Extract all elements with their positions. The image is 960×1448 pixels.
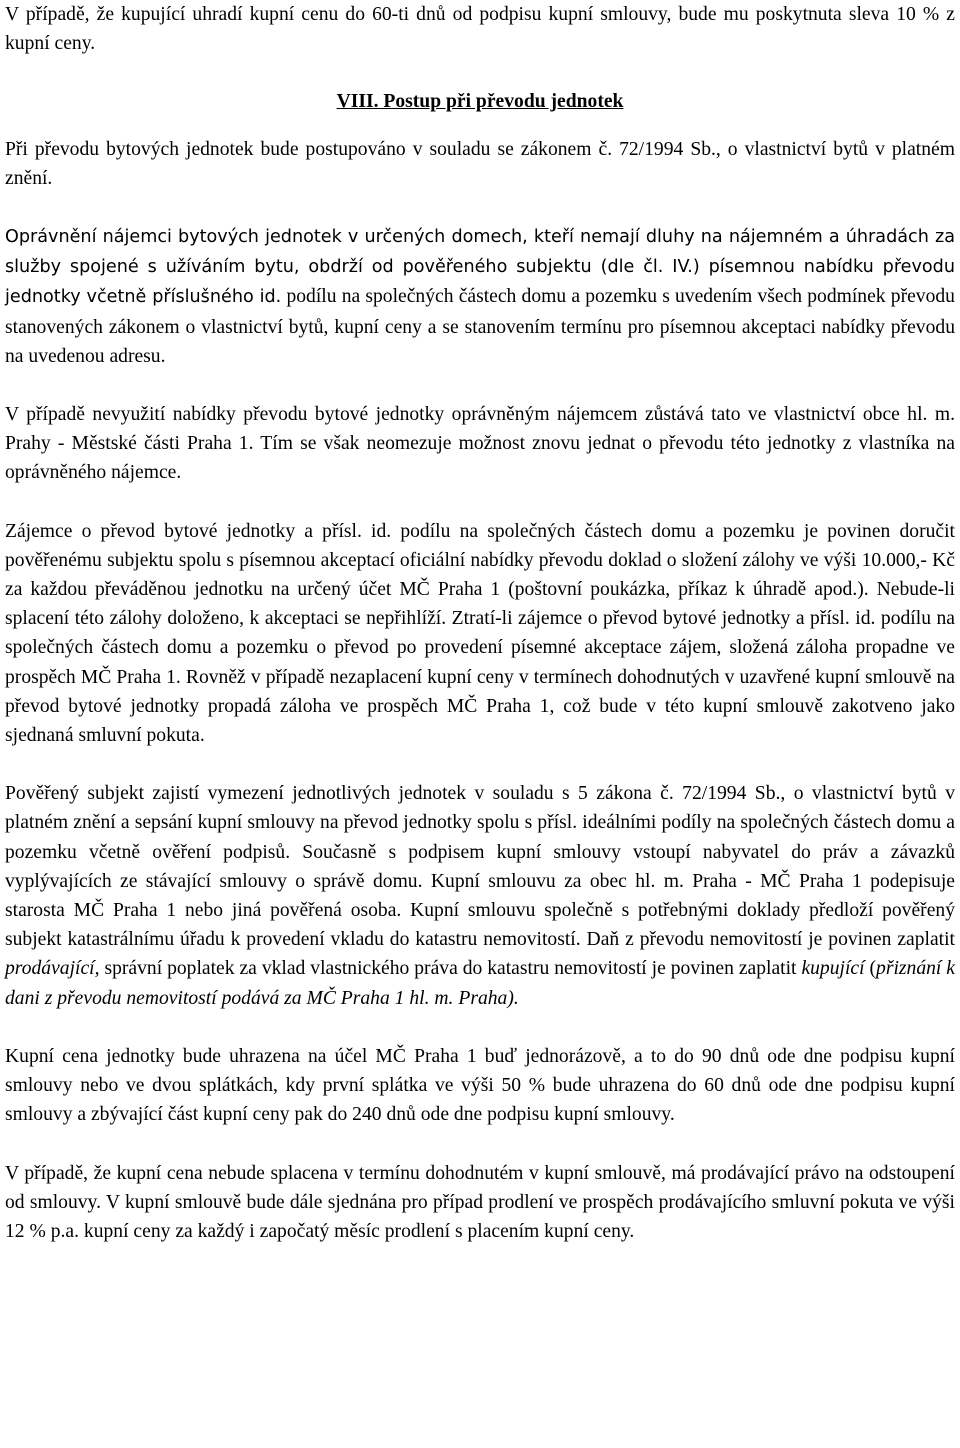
authorized-entity-italic-tax: přiznání k dani z převodu nemovitostí podává za MČ Praha 1 hl. m. Praha).	[5, 958, 955, 1009]
authorized-entity-text-2: správní poplatek za vklad vlastnického práva do katastru nemovitostí je povinen zaplatit	[99, 958, 802, 980]
paragraph-authorized-entity	[5, 779, 955, 1013]
authorized-entity-italic-seller: prodávající,	[5, 958, 100, 980]
document-page	[5, 0, 955, 1246]
authorized-entity-italic-buyer: kupující	[801, 958, 865, 980]
authorized-entity-text-1: Pověřený subjekt zajistí vymezení jednotlivých jednotek v souladu s 5 zákona č. 72/1994 Sb., o vlastnictví bytů v platném znění a sepsání kupní smlouvy na převod jednotky spolu s přísl. ideálními podíly na společných částech domu a pozemku včetně ověření podpisů. Současně s podpisem kupní smlouvy vstoupí nabyvatel do práv a závazků vyplývajících ze stávající smlouvy o správě domu. Kupní smlouvu za obec hl. m. Praha - MČ Praha 1 podepisuje starosta MČ Praha 1 nebo jiná pověřená osoba. Kupní smlouvu společně s potřebnými doklady předloží pověřený subjekt katastrálnímu úřadu k provedení vkladu do katastru nemovitostí. Daň z převodu nemovitostí je povinen zaplatit	[5, 783, 955, 951]
paragraph-tenant-rights	[5, 222, 955, 371]
paragraph-procedure: Při převodu bytových jednotek bude postupováno v souladu se zákonem č. 72/1994 Sb., o vlastnictví bytů v platném znění.	[5, 138, 955, 189]
paragraph-unused-offer: V případě nevyužití nabídky převodu bytové jednotky oprávněným nájemcem zůstává tato ve vlastnictví obce hl. m. Prahy - Městské části Praha 1. Tím se však neomezuje možnost znovu jednat o převodu této jednotky z vlastníka na oprávněného nájemce.	[5, 404, 955, 484]
paragraph-discount: V případě, že kupující uhradí kupní cenu do 60-ti dnů od podpisu kupní smlouvy, bude mu poskytnuta sleva 10 % z kupní ceny.	[5, 4, 955, 55]
tenant-rights-text-serif: podílu na společných částech domu a pozemku s uvedením všech podmínek převodu stanovených zákonem o vlastnictví bytů, kupní ceny a se stanovením termínu pro písemnou akceptaci nabídky převodu na uvedenou adresu.	[5, 286, 955, 367]
paragraph-late-payment: V případě, že kupní cena nebude splacena v termínu dohodnutém v kupní smlouvě, má prodávající právo na odstoupení od smlouvy. V kupní smlouvě bude dále sjednána pro případ prodlení ve prospěch prodávajícího smluvní pokuta ve výši 12 % p.a. kupní ceny za každý i započatý měsíc prodlení s placením kupní ceny.	[5, 1162, 955, 1242]
paragraph-payment-terms: Kupní cena jednotky bude uhrazena na účel MČ Praha 1 buď jednorázově, a to do 90 dnů ode dne podpisu kupní smlouvy nebo ve dvou splátkách, kdy první splátka ve výši 50 % bude uhrazena do 60 dnů ode dne podpisu kupní smlouvy a zbývající část kupní ceny pak do 240 dnů ode dne podpisu kupní smlouvy.	[5, 1045, 955, 1126]
paragraph-deposit: Zájemce o převod bytové jednotky a přísl. id. podílu na společných částech domu a pozemku je povinen doručit pověřenému subjektu spolu s písemnou akceptací oficiální nabídky převodu doklad o složení zálohy ve výši 10.000,- Kč za každou převáděnou jednotku na určený účet MČ Praha 1 (poštovní poukázka, příkaz k úhradě apod.). Nebude-li splacení této zálohy doloženo, k akceptaci se nepřihlíží. Ztratí-li zájemce o převod bytové jednotky a přísl. id. podílu na společných částech domu a pozemku o převod po provedení písemné akceptace zájem, složená záloha propadne ve prospěch MČ Praha 1. Rovněž v případě nezaplacení kupní ceny v termínech dohodnutých v uzavřené kupní smlouvě na převod bytové jednotky propadá záloha ve prospěch MČ Praha 1, což bude v této kupní smlouvě zakotveno jako sjednaná smluvní pokuta.	[5, 520, 955, 747]
section-title: VIII. Postup při převodu jednotek	[336, 91, 624, 113]
tenant-rights-text-sans: Oprávnění nájemci bytových jednotek v určených domech, kteří nemají dluhy na nájemném a úhradách za služby spojené s užíváním bytu, obdrží od pověřeného subjektu (dle čl. IV.) písemnou nabídku převodu jednotky včetně příslušného id.	[5, 227, 955, 308]
authorized-entity-text-3: (	[864, 958, 877, 980]
